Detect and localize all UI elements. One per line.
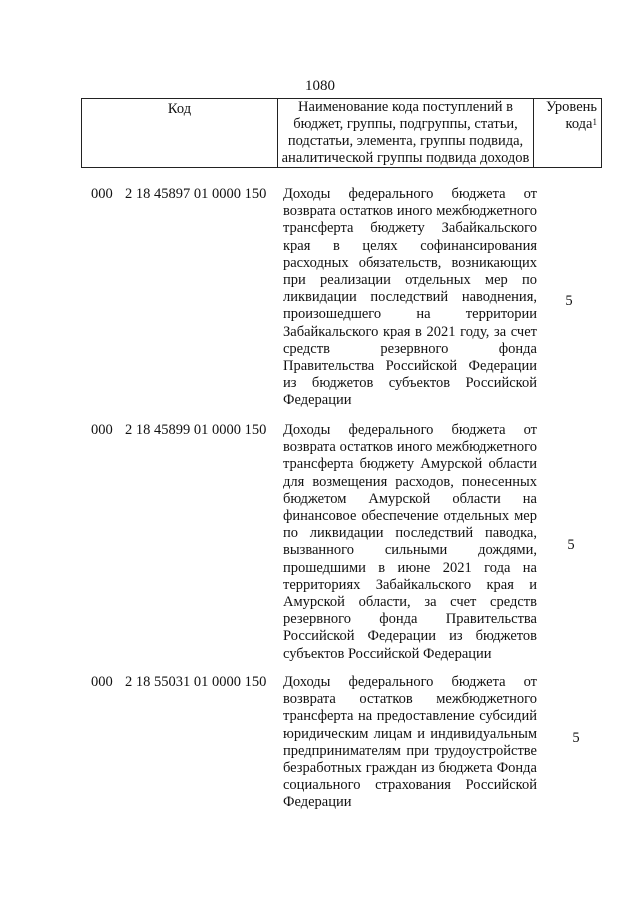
classification-code: 2 18 45897 01 0000 150 [125, 186, 267, 202]
row-name: Доходы федерального бюджета от возврата остатков иного межбюджетного трансферта бюджету Забайкальского края в целях софинансирования расходных обязательств, возникающих при реализации отдельных мер по ликвидации последствий наводнения, произошедшего на территории Забайкальского края в 2021 году, за счет средств резервного фонда Правительства Российской Федерации из бюджетов субъектов Российской Федерации [283, 186, 537, 409]
admin-code: 000 [91, 422, 113, 438]
row-code [91, 674, 266, 691]
row-level: 5 [565, 293, 573, 309]
header-code: Код [82, 99, 278, 168]
table-header [81, 98, 602, 168]
row-level: 5 [567, 537, 575, 553]
header-level: Уровень кода$^1$ [534, 99, 602, 168]
page-number: 1080 [305, 78, 335, 94]
row-name: Доходы федерального бюджета от возврата остатков иного межбюджетного трансферта бюджету Амурской области для возмещения расходов, понесенных бюджетом Амурской области на финансовое обеспечение отдельных мер по ликвидации последствий паводка, вызванного сильными дождями, прошедшими в июне 2021 года на территориях Забайкальского края и Амурской области, за счет средств резервного фонда Правительства Российской Федерации из бюджетов субъектов Российской Федерации [283, 422, 537, 662]
admin-code: 000 [91, 186, 113, 202]
footnote-mark: 1 [592, 117, 597, 127]
classification-code: 2 18 45899 01 0000 150 [125, 422, 267, 438]
row-code [91, 422, 266, 439]
row-code [91, 186, 266, 203]
header-name: Наименование кода поступлений в бюджет, группы, подгруппы, статьи, подстатьи, элемента, группы подвида, аналитической группы подвида доходов [278, 99, 534, 168]
admin-code: 000 [91, 674, 113, 690]
row-level: 5 [572, 730, 580, 746]
row-name: Доходы федерального бюджета от возврата остатков межбюджетного трансферта на предоставление субсидий юридическим лицам и индивидуальным предпринимателям при трудоустройстве безработных граждан из бюджета Фонда социального страхования Российской Федерации [283, 674, 537, 811]
classification-code: 2 18 55031 01 0000 150 [125, 674, 267, 690]
